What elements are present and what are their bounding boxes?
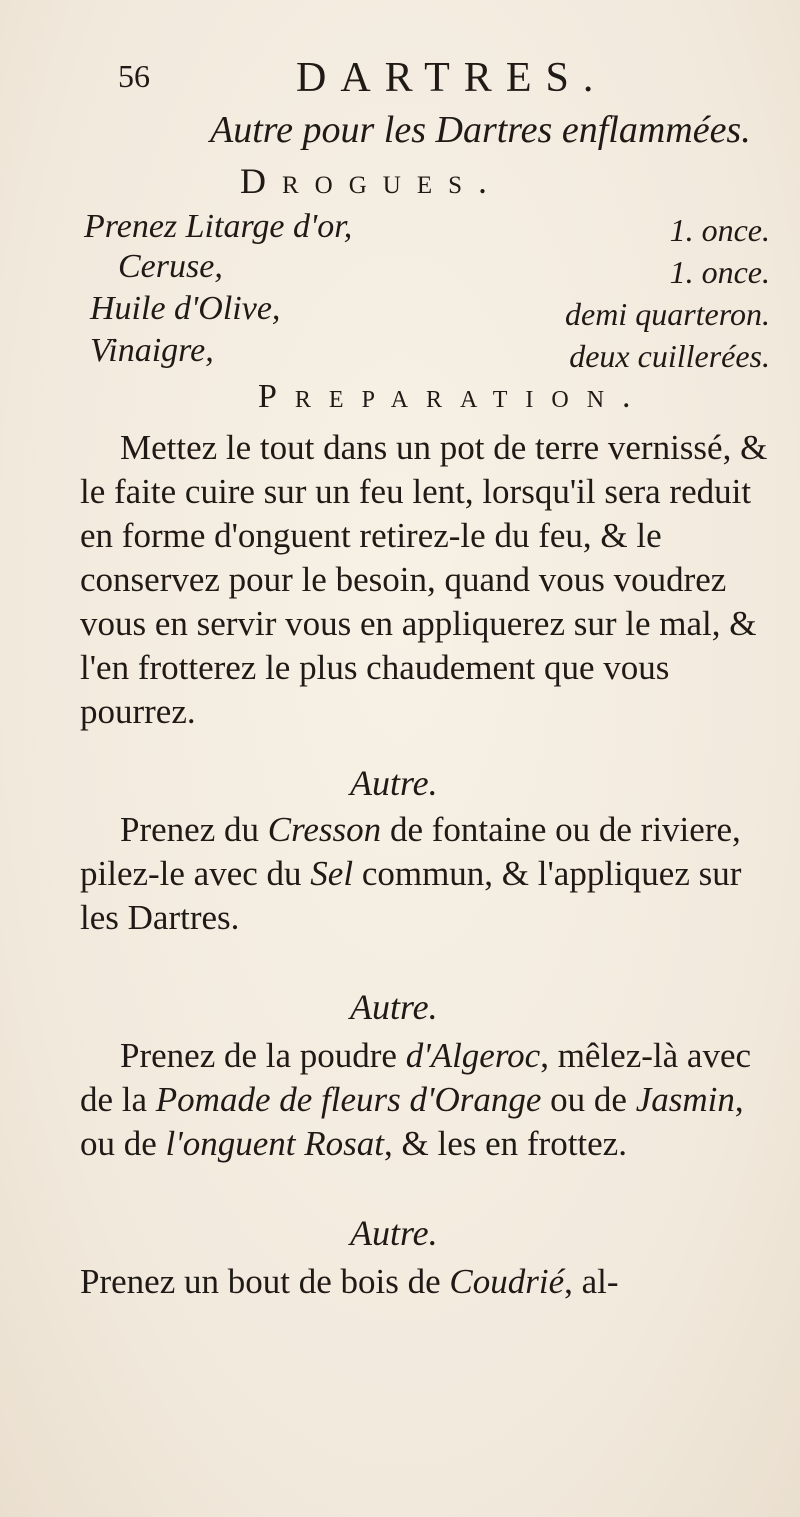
emphasis: Jasmin	[635, 1080, 735, 1119]
emphasis: Coudrié	[449, 1262, 565, 1301]
autre-paragraph: Prenez de la poudre d'Algeroc, mêlez-là avec de la Pomade de fleurs d'Orange ou de Jasmin, ou de l'onguent Rosat, & les en frottez.	[80, 1036, 752, 1163]
autre-heading: Autre.	[350, 987, 438, 1027]
autre-heading: Autre.	[350, 1213, 438, 1253]
autre-paragraph: Prenez du Cresson de fontaine ou de riviere, pilez-le avec du Sel commun, & l'appliquez sur les Dartres.	[80, 810, 742, 937]
ingredient-qty: deux cuillerées.	[569, 338, 770, 374]
preparation-text: Mettez le tout dans un pot de terre vernissé, & le faite cuire sur un feu lent, lorsqu'il sera reduit en forme d'onguent retirez-le du feu, & le conservez pour le besoin, quand vous voudrez vous en servir vous en appliquerez sur le mal, & l'en frotterez le plus chaudement que vous pourrez.	[80, 428, 768, 731]
ingredient-qty: demi quarteron.	[564, 296, 770, 332]
emphasis: l'onguent Rosat	[165, 1124, 384, 1163]
running-head: DARTRES.	[296, 55, 608, 101]
ingredient-name: Huile d'Olive,	[90, 290, 281, 327]
section-title: Autre pour les Dartres enflammées.	[210, 109, 751, 151]
emphasis: Sel	[310, 854, 354, 893]
emphasis: Cresson	[267, 810, 382, 849]
ingredient-qty: 1. once.	[669, 212, 770, 248]
ingredient-name: Ceruse,	[118, 248, 223, 285]
ingredient-qty: 1. once.	[669, 254, 770, 290]
ingredient-name: Vinaigre,	[90, 332, 214, 369]
autre-heading: Autre.	[350, 763, 438, 803]
preparation-paragraph	[80, 426, 770, 734]
emphasis: Pomade de fleurs d'Orange	[155, 1080, 542, 1119]
drogues-heading: Drogues.	[240, 161, 504, 201]
autre-paragraph: Prenez un bout de bois de Coudrié, al-	[80, 1262, 619, 1301]
preparation-heading: Preparation.	[258, 378, 649, 415]
ingredient-name: Prenez Litarge d'or,	[84, 208, 353, 245]
emphasis: d'Algeroc	[405, 1036, 541, 1075]
page-number: 56	[118, 58, 150, 94]
